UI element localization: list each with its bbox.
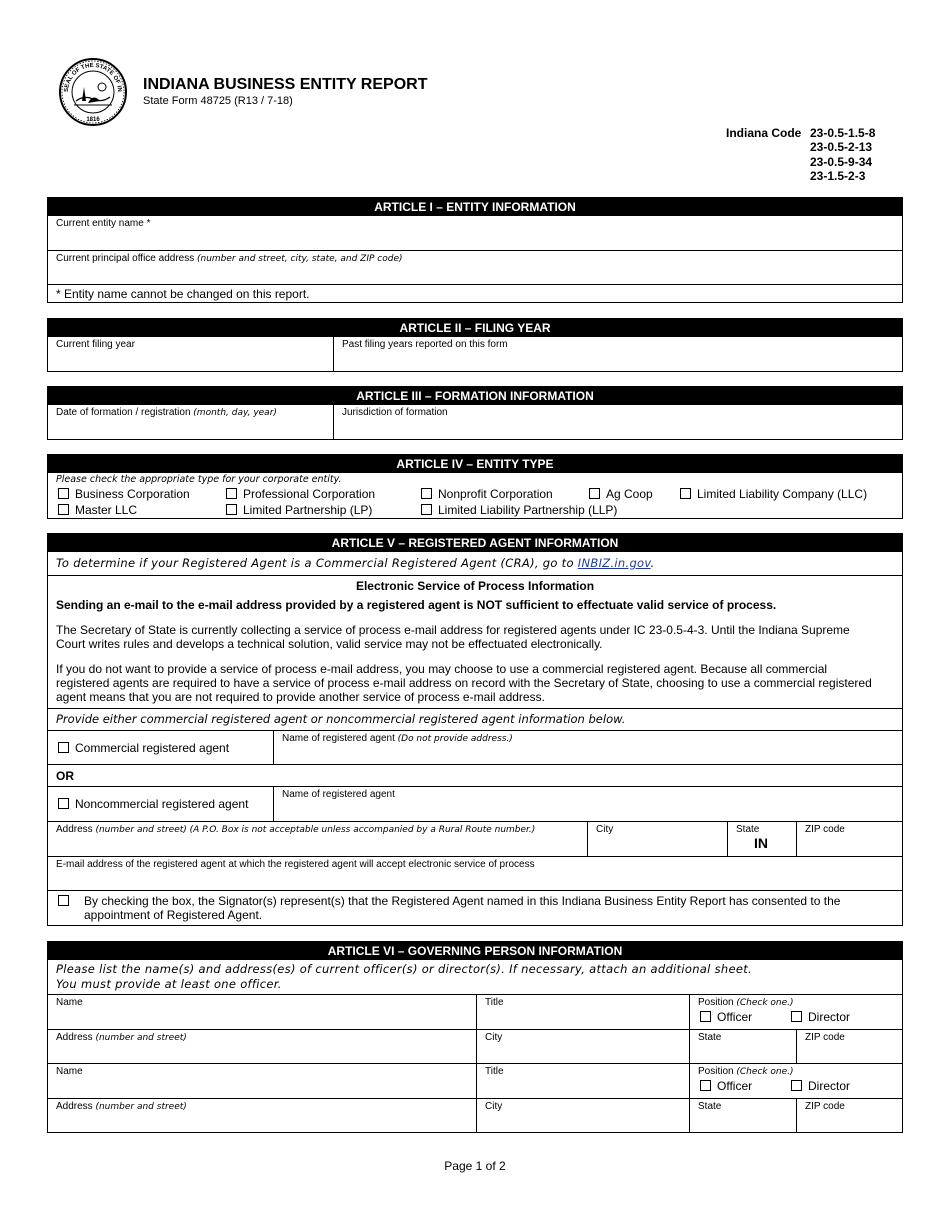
noncommercial-agent-name-field[interactable] [273, 787, 902, 821]
checkbox[interactable] [791, 1080, 802, 1091]
article-1-title: ARTICLE I – ENTITY INFORMATION [48, 198, 902, 216]
agent-zip-field[interactable] [796, 822, 902, 856]
entity-name-label: Current entity name * [56, 218, 151, 229]
agent-name-label: Name of registered agent [282, 733, 395, 744]
electronic-service-info [48, 575, 902, 708]
entity-type-instruction: Please check the appropriate type for your corporate entity. [56, 474, 342, 485]
esp-paragraph-1: The Secretary of State is currently collecting a service of process e-mail address for registered agents under IC 23-0.5-4-3. Until the Indiana Supreme Court writes rules and develops a technical solution, valid service may not be effectuated electronically. [56, 623, 850, 651]
formation-date-hint: (month, day, year) [193, 408, 277, 418]
person-2-state-field[interactable]: State [689, 1099, 796, 1132]
article-5-title: ARTICLE V – REGISTERED AGENT INFORMATION [48, 534, 902, 552]
person-1-name-field[interactable]: Name [56, 997, 83, 1008]
agent-email-field[interactable] [48, 856, 902, 890]
entity-name-field[interactable] [48, 216, 902, 250]
cra-note: To determine if your Registered Agent is a Commercial Registered Agent (CRA), go to [56, 556, 578, 570]
professional-corporation-option[interactable]: Professional Corporation [226, 487, 375, 501]
master-llc-option[interactable]: Master LLC [58, 503, 137, 517]
person-1-director-option[interactable]: Director [791, 1010, 850, 1024]
agent-state-field[interactable] [727, 822, 796, 856]
person-1-state-field[interactable]: State [689, 1030, 796, 1063]
checkbox[interactable] [791, 1011, 802, 1022]
article-6-title: ARTICLE VI – GOVERNING PERSON INFORMATION [48, 942, 902, 960]
article-4-section [47, 454, 903, 519]
agent-address-field[interactable] [48, 822, 587, 856]
person-1-zip-field[interactable]: ZIP code [796, 1030, 902, 1063]
formation-date-field[interactable] [48, 405, 333, 439]
provide-note-row [48, 708, 902, 730]
person-2-zip-field[interactable]: ZIP code [796, 1099, 902, 1132]
business-corporation-option[interactable]: Business Corporation [58, 487, 190, 501]
formation-date-label: Date of formation / registration [56, 407, 191, 418]
article-5-section [47, 533, 903, 926]
person-2-officer-option[interactable]: Officer [700, 1079, 752, 1093]
svg-text:SEAL OF THE STATE OF INDIANA: SEAL OF THE STATE OF IN [63, 62, 123, 93]
commercial-agent-option[interactable] [48, 731, 273, 764]
form-number: State Form 48725 (R13 / 7-18) [143, 95, 293, 107]
agent-address-label: Address [56, 824, 93, 835]
current-filing-year-label: Current filing year [56, 339, 135, 350]
commercial-agent-name-field[interactable] [273, 731, 902, 764]
inbiz-link[interactable]: INBIZ.in.gov [577, 556, 651, 570]
principal-address-label: Current principal office address [56, 253, 195, 264]
checkbox[interactable] [226, 504, 237, 515]
agent-state-label: State [736, 824, 760, 835]
person-1-city-field[interactable]: City [476, 1030, 689, 1063]
checkbox[interactable] [58, 488, 69, 499]
agent-address-hint: (number and street) (A P.O. Box is not acceptable unless accompanied by a Rural Route number.) [95, 825, 536, 835]
entity-name-note-row [48, 284, 902, 302]
ag-coop-option[interactable]: Ag Coop [589, 487, 653, 501]
svg-text:1816: 1816 [86, 117, 100, 123]
indiana-code: 23-1.5-2-3 [810, 168, 866, 183]
llp-option[interactable]: Limited Liability Partnership (LLP) [421, 503, 617, 517]
checkbox[interactable] [700, 1011, 711, 1022]
agent-city-field[interactable] [587, 822, 727, 856]
agent-city-label: City [596, 824, 614, 835]
llc-option[interactable]: Limited Liability Company (LLC) [680, 487, 867, 501]
person-2-name-row [48, 1063, 902, 1098]
person-1-name-row [48, 994, 902, 1029]
indiana-code: 23-0.5-9-34 [810, 154, 873, 169]
person-2-position: Position (Check one.) Officer Director [689, 1064, 902, 1098]
person-2-title-field[interactable]: Title [476, 1064, 689, 1098]
agent-email-label: E-mail address of the registered agent at which the registered agent will accept electronic service of process [56, 859, 535, 870]
agent-zip-label: ZIP code [805, 824, 845, 835]
checkbox[interactable] [700, 1080, 711, 1091]
principal-address-field[interactable] [48, 250, 902, 284]
checkbox[interactable] [680, 488, 691, 499]
cra-note-row: To determine if your Registered Agent is a Commercial Registered Agent (CRA), go to INBIZ.in.gov. [56, 556, 655, 570]
agent-name-label-2: Name of registered agent [282, 789, 395, 800]
governing-instruction-1: Please list the name(s) and address(es) of current officer(s) or director(s). If necessary, attach an additional sheet. [56, 962, 752, 976]
jurisdiction-field[interactable] [333, 405, 902, 439]
person-2-city-field[interactable]: City [476, 1099, 689, 1132]
principal-address-hint: (number and street, city, state, and ZIP code) [197, 254, 403, 264]
current-filing-year-field[interactable] [48, 337, 333, 371]
article-2-section [47, 318, 903, 372]
governing-instruction-row [48, 960, 902, 994]
consent-checkbox[interactable] [58, 895, 69, 906]
checkbox[interactable] [421, 504, 432, 515]
limited-partnership-option[interactable]: Limited Partnership (LP) [226, 503, 372, 517]
person-1-title-field[interactable]: Title [476, 995, 689, 1029]
agent-consent-row [48, 890, 902, 925]
page-number: Page 1 of 2 [444, 1159, 506, 1173]
commercial-agent-label: Commercial registered agent [75, 741, 230, 755]
esp-heading: Electronic Service of Process Information [355, 579, 595, 593]
checkbox[interactable] [226, 488, 237, 499]
person-1-officer-option[interactable]: Officer [700, 1010, 752, 1024]
agent-name-hint: (Do not provide address.) [397, 734, 513, 744]
nonprofit-corporation-option[interactable]: Nonprofit Corporation [421, 487, 553, 501]
state-seal-logo [58, 57, 128, 127]
or-row [48, 764, 902, 786]
checkbox[interactable] [58, 798, 69, 809]
person-2-address-row [48, 1098, 902, 1132]
past-filing-years-field[interactable] [333, 337, 902, 371]
checkbox[interactable] [421, 488, 432, 499]
article-4-title: ARTICLE IV – ENTITY TYPE [48, 455, 902, 473]
checkbox[interactable] [589, 488, 600, 499]
article-1-section [47, 197, 903, 303]
checkbox[interactable] [58, 742, 69, 753]
article-3-section [47, 386, 903, 440]
person-1-address-row [48, 1029, 902, 1063]
esp-paragraph-2: If you do not want to provide a service of process e-mail address, you may choose to use a commercial registered agent. Because all commercial registered agents are required to have a service of process e-mail address on record with the Secretary of State, choosing to use a commercial registered agent means that you are not required to provide another service of process e-mail address. [56, 662, 872, 704]
noncommercial-agent-label: Noncommercial registered agent [75, 797, 249, 811]
indiana-code-list [810, 126, 875, 183]
provide-note: Provide either commercial registered agent or noncommercial registered agent information below. [56, 712, 626, 726]
person-2-address-field[interactable]: Address (number and street) [56, 1101, 187, 1112]
entity-name-note: * Entity name cannot be changed on this report. [56, 287, 310, 301]
or-label: OR [56, 769, 74, 783]
person-1-position: Position (Check one.) Officer Director [689, 995, 902, 1029]
governing-instruction-2: You must provide at least one officer. [56, 977, 282, 991]
indiana-code: 23-0.5-1.5-8 [810, 126, 876, 140]
agent-state-value: IN [754, 835, 768, 851]
person-2-name-field[interactable]: Name [56, 1066, 83, 1077]
indiana-code-label: Indiana Code [726, 126, 802, 140]
article-2-title: ARTICLE II – FILING YEAR [48, 319, 902, 337]
form-title: INDIANA BUSINESS ENTITY REPORT [143, 76, 428, 93]
article-6-section [47, 941, 903, 1133]
indiana-code: 23-0.5-2-13 [810, 140, 873, 155]
noncommercial-agent-option[interactable] [48, 787, 273, 821]
past-filing-years-label: Past filing years reported on this form [342, 339, 508, 350]
article-3-title: ARTICLE III – FORMATION INFORMATION [48, 387, 902, 405]
consent-text: By checking the box, the Signator(s) represent(s) that the Registered Agent named in this Indiana Business Entity Report has consented to the appointment of Registered Agent. [84, 894, 841, 922]
jurisdiction-label: Jurisdiction of formation [342, 407, 448, 418]
person-2-director-option[interactable]: Director [791, 1079, 850, 1093]
checkbox[interactable] [58, 504, 69, 515]
person-1-address-field[interactable]: Address (number and street) [56, 1032, 187, 1043]
esp-warning: Sending an e-mail to the e-mail address provided by a registered agent is NOT sufficient to effectuate valid service of process. [56, 598, 777, 612]
